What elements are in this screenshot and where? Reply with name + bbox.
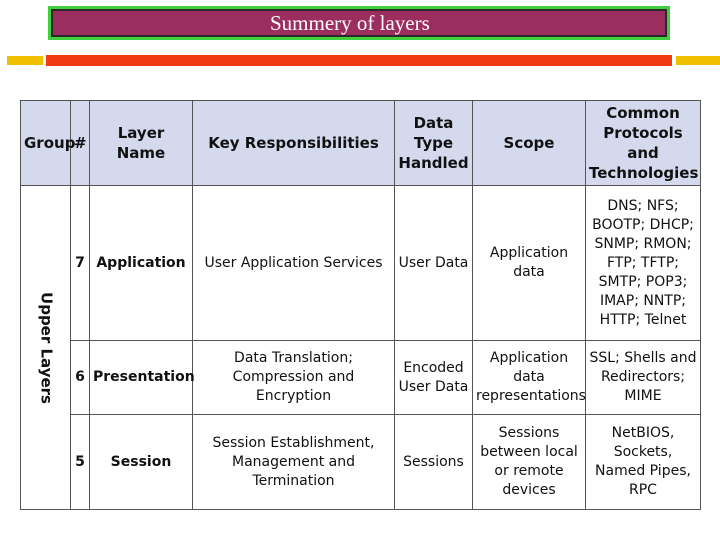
- group-cell: [21, 186, 71, 510]
- header-layer-name: Layer Name: [90, 101, 193, 186]
- layer-scope: Application data representations: [473, 341, 586, 415]
- layers-table-container: [20, 100, 700, 500]
- layer-scope: Sessions between local or remote devices: [473, 415, 586, 510]
- layer-responsibilities: User Application Services: [193, 186, 395, 341]
- layer-protocols: DNS; NFS; BOOTP; DHCP; SNMP; RMON; FTP; TFTP; SMTP; POP3; IMAP; NNTP; HTTP; Telnet: [586, 186, 701, 341]
- slide-title-bar: [48, 6, 670, 40]
- slide-title: Summery of layers: [270, 11, 430, 35]
- table-row: [21, 341, 701, 415]
- layer-protocols: NetBIOS, Sockets, Named Pipes, RPC: [586, 415, 701, 510]
- layer-number: 6: [71, 341, 90, 415]
- table-row: [21, 415, 701, 510]
- header-data-type: Data Type Handled: [395, 101, 473, 186]
- header-protocols: Common Protocols and Technologies: [586, 101, 701, 186]
- table-row: [21, 186, 701, 341]
- layer-number: 7: [71, 186, 90, 341]
- header-responsibilities: Key Responsibilities: [193, 101, 395, 186]
- layer-number: 5: [71, 415, 90, 510]
- header-scope: Scope: [473, 101, 586, 186]
- table-header-row: [21, 101, 701, 186]
- decorative-rule-red: [46, 55, 672, 66]
- header-num: #: [71, 101, 90, 186]
- layer-data-type: Sessions: [395, 415, 473, 510]
- decorative-rule-right: [676, 56, 720, 65]
- layer-protocols: SSL; Shells and Redirectors; MIME: [586, 341, 701, 415]
- header-group: Group: [21, 101, 71, 186]
- layer-name: Session: [90, 415, 193, 510]
- layer-data-type: User Data: [395, 186, 473, 341]
- decorative-rule-left: [7, 56, 43, 65]
- layer-name: Application: [90, 186, 193, 341]
- group-label: Upper Layers: [37, 291, 55, 404]
- layer-responsibilities: Session Establishment, Management and Termination: [193, 415, 395, 510]
- layer-name: Presentation: [90, 341, 193, 415]
- layer-data-type: Encoded User Data: [395, 341, 473, 415]
- layer-scope: Application data: [473, 186, 586, 341]
- layer-responsibilities: Data Translation; Compression and Encryption: [193, 341, 395, 415]
- layers-table: [20, 100, 701, 510]
